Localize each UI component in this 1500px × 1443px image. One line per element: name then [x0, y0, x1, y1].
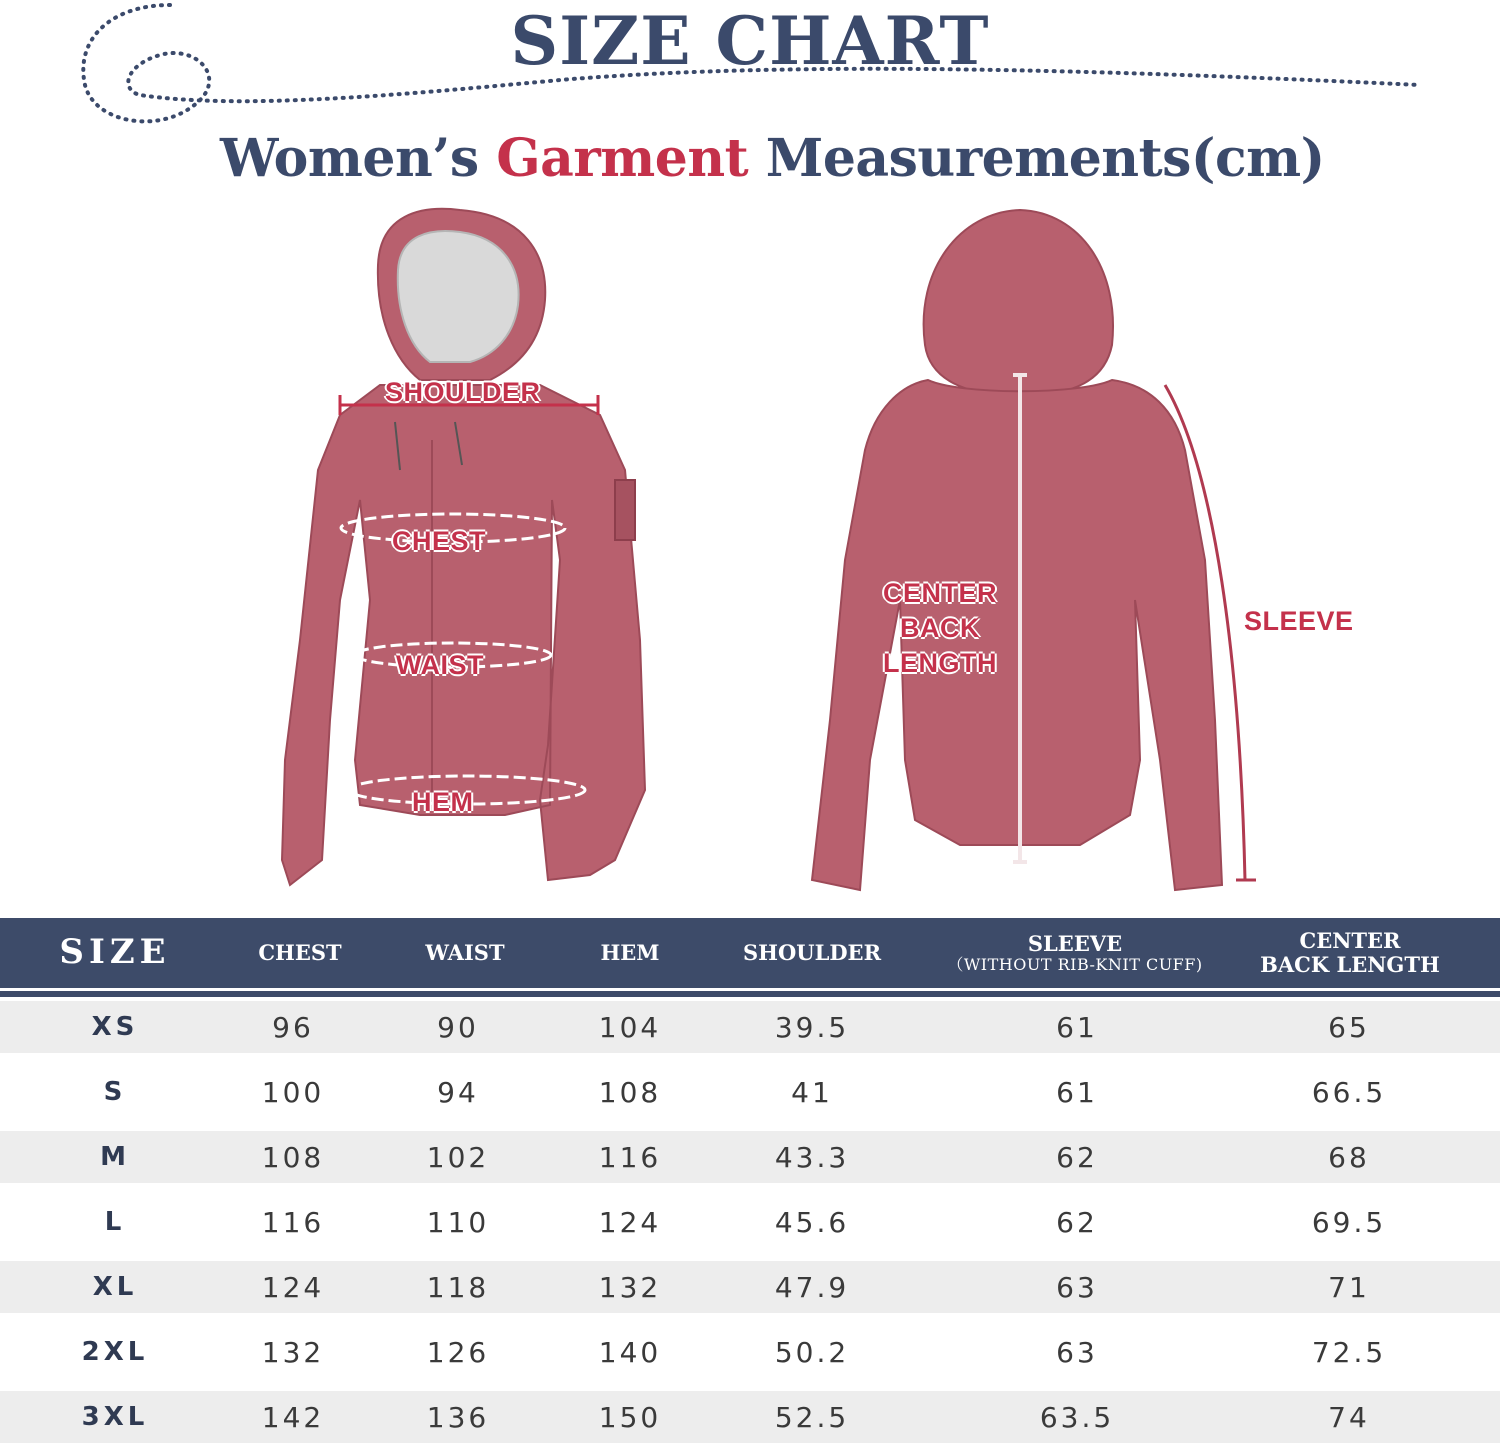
header-chest-label: CHEST	[258, 939, 342, 965]
waist-label: WAIST	[396, 650, 484, 680]
page-subtitle	[220, 128, 1400, 189]
cell-center-back-length: 65	[1328, 1010, 1370, 1044]
cell-size: 3XL	[81, 1402, 149, 1432]
cell-shoulder: 52.5	[774, 1400, 850, 1434]
cell-center-back-length: 71	[1328, 1270, 1370, 1304]
header-sleeve-label: SLEEVE	[1027, 930, 1123, 956]
cell-hem: 124	[598, 1205, 662, 1239]
cell-waist: 102	[426, 1140, 490, 1174]
table-row	[0, 1261, 1500, 1313]
cell-sleeve: 62	[1056, 1140, 1098, 1174]
cell-waist: 94	[437, 1075, 479, 1109]
table-row	[0, 1131, 1500, 1183]
table-row	[0, 1066, 1500, 1118]
center-back-line2: BACK	[900, 613, 980, 644]
cell-shoulder: 39.5	[774, 1010, 850, 1044]
cell-sleeve: 61	[1056, 1010, 1098, 1044]
cell-hem: 140	[598, 1335, 662, 1369]
header-shoulder	[712, 918, 912, 988]
cell-chest: 132	[261, 1335, 325, 1369]
center-back-line3: LENGTH	[883, 648, 997, 679]
cell-center-back-length: 74	[1328, 1400, 1370, 1434]
cell-waist: 126	[426, 1335, 490, 1369]
header-center-back-length	[1240, 918, 1460, 988]
cell-size: S	[103, 1077, 127, 1107]
header-waist	[380, 918, 550, 988]
cell-hem: 104	[598, 1010, 662, 1044]
header-center-back-label: CENTER	[1299, 927, 1401, 953]
cell-sleeve: 63.5	[1039, 1400, 1115, 1434]
subtitle-part2: Measurements(cm)	[748, 128, 1325, 189]
header-hem	[545, 918, 715, 988]
cell-shoulder: 41	[791, 1075, 833, 1109]
header-sleeve	[935, 918, 1215, 988]
cell-center-back-length: 68	[1328, 1140, 1370, 1174]
cell-waist: 118	[426, 1270, 490, 1304]
cell-chest: 116	[261, 1205, 325, 1239]
cell-size: L	[104, 1207, 126, 1237]
header-center-back-sub: BACK LENGTH	[1260, 952, 1440, 977]
cell-sleeve: 61	[1056, 1075, 1098, 1109]
cell-chest: 100	[261, 1075, 325, 1109]
cell-hem: 108	[598, 1075, 662, 1109]
jacket-illustrations	[0, 195, 1500, 905]
cell-size: XL	[92, 1272, 138, 1302]
cell-chest: 96	[272, 1010, 314, 1044]
cell-waist: 136	[426, 1400, 490, 1434]
cell-chest: 124	[261, 1270, 325, 1304]
cell-waist: 110	[426, 1205, 490, 1239]
cell-hem: 150	[598, 1400, 662, 1434]
table-row	[0, 1001, 1500, 1053]
cell-size: XS	[91, 1012, 139, 1042]
cell-center-back-length: 66.5	[1311, 1075, 1387, 1109]
center-back-length-label	[875, 576, 1005, 681]
cell-size: M	[100, 1142, 130, 1172]
sleeve-label: SLEEVE	[1244, 606, 1354, 636]
header-underline	[0, 991, 1500, 997]
cell-sleeve: 62	[1056, 1205, 1098, 1239]
hem-label: HEM	[412, 787, 474, 817]
cell-center-back-length: 72.5	[1311, 1335, 1387, 1369]
header-waist-label: WAIST	[425, 939, 505, 965]
cell-size: 2XL	[81, 1337, 149, 1367]
cell-chest: 108	[261, 1140, 325, 1174]
table-header	[0, 918, 1500, 991]
cell-shoulder: 47.9	[774, 1270, 850, 1304]
subtitle-part1: Women’s	[220, 128, 497, 189]
header-size-label: SIZE	[59, 932, 171, 973]
cell-hem: 132	[598, 1270, 662, 1304]
cell-shoulder: 43.3	[774, 1140, 850, 1174]
header-chest	[215, 918, 385, 988]
subtitle-accent: Garment	[496, 128, 749, 189]
table-row	[0, 1391, 1500, 1443]
shoulder-label: SHOULDER	[385, 377, 541, 407]
page-title: SIZE CHART	[510, 2, 990, 80]
back-jacket	[812, 210, 1256, 890]
cell-center-back-length: 69.5	[1311, 1205, 1387, 1239]
center-back-line1: CENTER	[882, 578, 997, 608]
cell-shoulder: 50.2	[774, 1335, 850, 1369]
header-sleeve-sub: （WITHOUT RIB-KNIT CUFF)	[947, 954, 1203, 974]
header-size	[30, 918, 200, 988]
cell-hem: 116	[598, 1140, 662, 1174]
cell-chest: 142	[261, 1400, 325, 1434]
chest-label: CHEST	[392, 526, 487, 556]
cell-waist: 90	[437, 1010, 479, 1044]
header-shoulder-label: SHOULDER	[742, 939, 882, 965]
table-row	[0, 1196, 1500, 1248]
table-row	[0, 1326, 1500, 1378]
cell-shoulder: 45.6	[774, 1205, 850, 1239]
cell-sleeve: 63	[1056, 1270, 1098, 1304]
header-hem-label: HEM	[600, 939, 660, 965]
cell-sleeve: 63	[1056, 1335, 1098, 1369]
